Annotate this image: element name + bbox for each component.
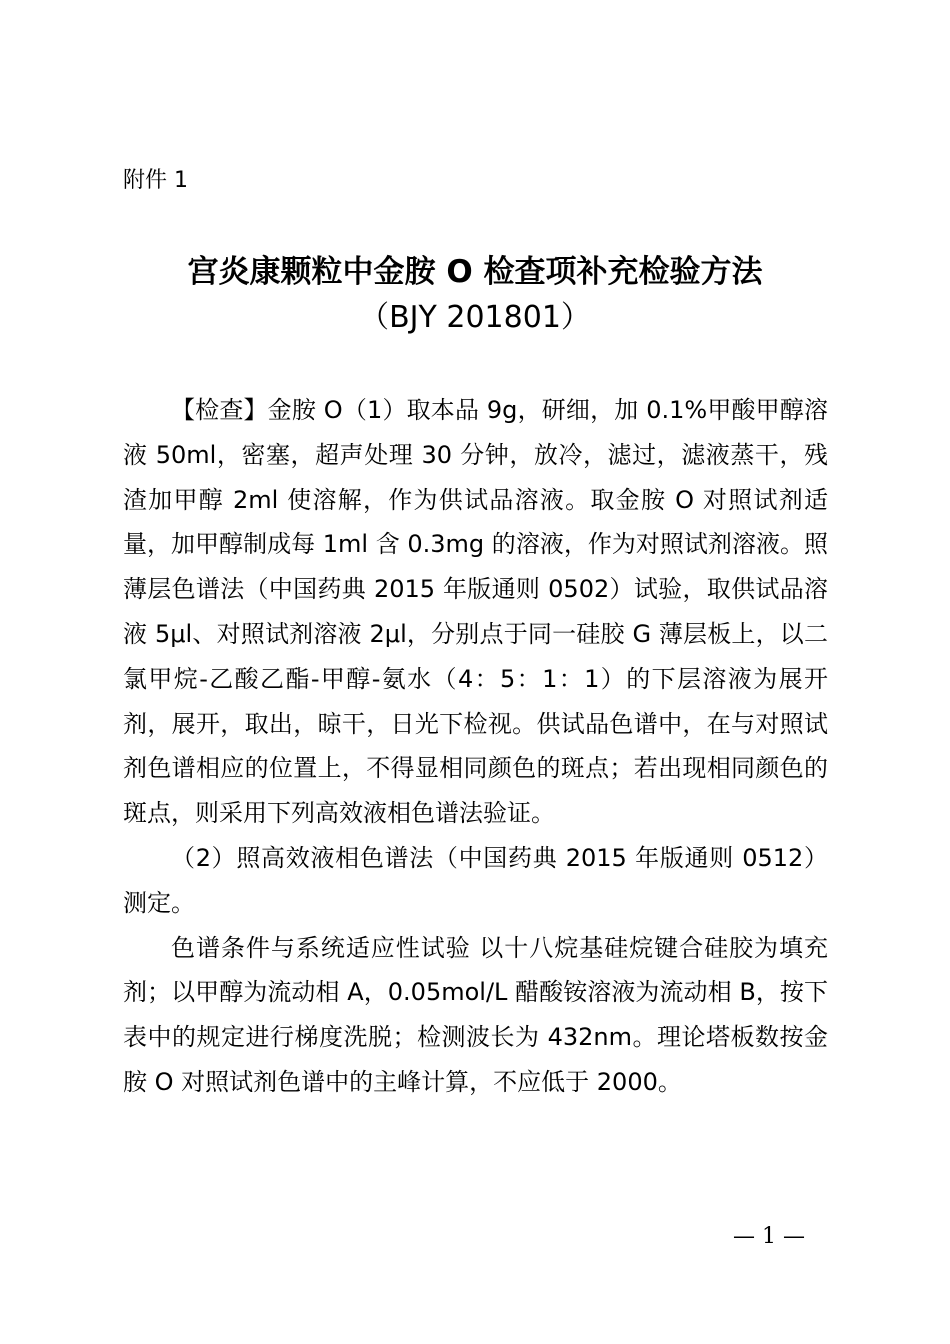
- document-code: （BJY 201801）: [359, 300, 591, 335]
- attachment-label: 附件 1: [123, 168, 188, 193]
- paragraph-chromatographic-conditions: 色谱条件与系统适应性试验 以十八烷基硅烷键合硅胶为填充剂；以甲醇为流动相 A，0.05mol/L 醋酸铵溶液为流动相 B，按下表中的规定进行梯度洗脱；检测波长为 432nm。理论塔板数按金胺 O 对照试剂色谱中的主峰计算，不应低于 2000。: [123, 933, 828, 1096]
- document-body: [123, 388, 828, 1105]
- document-title: 宫炎康颗粒中金胺 O 检查项补充检验方法: [187, 254, 763, 290]
- paragraph-inspection: 【检查】金胺 O（1）取本品 9g，研细，加 0.1%甲酸甲醇溶液 50ml，密塞，超声处理 30 分钟，放冷，滤过，滤液蒸干，残渣加甲醇 2ml 使溶解，作为供试品溶液。取金胺 O 对照试剂适量，加甲醇制成每 1ml 含 0.3mg 的溶液，作为对照试剂溶液。照薄层色谱法（中国药典 2015 年版通则 0502）试验，取供试品溶液 5μl、对照试剂溶液 2μl，分别点于同一硅胶 G 薄层板上，以二氯甲烷-乙酸乙酯-甲醇-氨水（4：5：1：1）的下层溶液为展开剂，展开，取出，晾干，日光下检视。供试品色谱中，在与对照试剂色谱相应的位置上，不得显相同颜色的斑点；若出现相同颜色的斑点，则采用下列高效液相色谱法验证。: [123, 396, 828, 828]
- page-number: — 1 —: [733, 1224, 805, 1249]
- paragraph-hplc: （2）照高效液相色谱法（中国药典 2015 年版通则 0512）测定。: [123, 843, 828, 917]
